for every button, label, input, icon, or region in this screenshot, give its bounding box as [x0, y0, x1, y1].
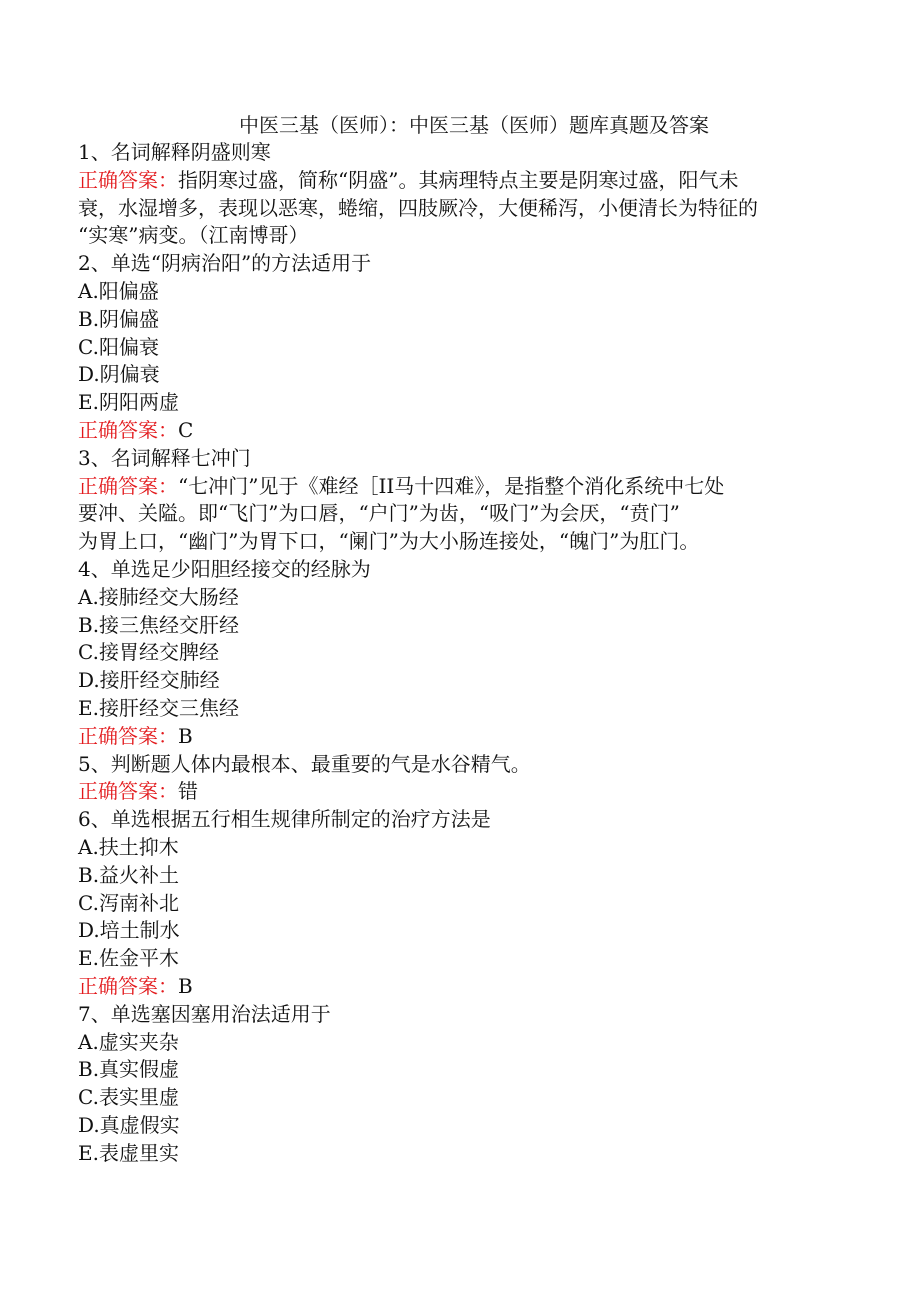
answer-text: 衰，水湿增多，表现以恶寒，蜷缩，四肢厥冷，大便稀泻，小便清长为特征的 [78, 195, 758, 220]
answer-text: “实寒”病变。（江南博哥） [78, 223, 309, 248]
answer-line [78, 973, 838, 1001]
answer-label: 正确答案： [78, 723, 178, 748]
option-e: E.表虚里实 [78, 1140, 179, 1165]
option-c: C.阳偏衰 [78, 334, 159, 359]
answer-line [78, 723, 838, 751]
question-stem: 6、单选根据五行相生规律所制定的治疗方法是 [78, 807, 491, 832]
option-e: E.佐金平木 [78, 946, 179, 971]
answer-text: 为胃上口，“幽门”为胃下口，“阑门”为大小肠连接处，“魄门”为肛门。 [78, 529, 700, 554]
option-b: B.接三焦经交肝经 [78, 612, 240, 637]
option-d: D.接肝经交肺经 [78, 668, 220, 693]
answer-label: 正确答案： [78, 973, 178, 998]
option-c: C.泻南补北 [78, 890, 179, 915]
answer-label: 正确答案： [78, 167, 178, 192]
option-d: D.真虚假实 [78, 1112, 180, 1137]
document-title: 中医三基（医师）：中医三基（医师）题库真题及答案 [239, 113, 709, 137]
option-a: A.扶土抑木 [78, 834, 179, 859]
answer-label: 正确答案： [78, 779, 178, 804]
question-stem: 4、单选足少阳胆经接交的经脉为 [78, 556, 371, 581]
option-e: E.阴阳两虚 [78, 390, 179, 415]
option-d: D.阴偏衰 [78, 362, 160, 387]
answer-text: 要冲、关隘。即“飞门”为口唇，“户门”为齿，“吸门”为会厌，“贲门” [78, 501, 680, 526]
document-page [78, 112, 838, 1167]
option-b: B.益火补土 [78, 862, 180, 887]
answer-line [78, 473, 838, 501]
option-d: D.培土制水 [78, 918, 180, 943]
answer-value: 错 [178, 779, 198, 804]
question-stem: 7、单选塞因塞用治法适用于 [78, 1001, 331, 1026]
answer-value: B [178, 723, 193, 748]
answer-line [78, 167, 838, 195]
answer-label: 正确答案： [78, 473, 178, 498]
option-b: B.真实假虚 [78, 1057, 180, 1082]
answer-value: B [178, 973, 193, 998]
option-a: A.虚实夹杂 [78, 1029, 179, 1054]
question-stem: 5、判断题人体内最根本、最重要的气是水谷精气。 [78, 751, 531, 776]
option-c: C.表实里虚 [78, 1085, 179, 1110]
question-stem: 2、单选“阴病治阳”的方法适用于 [78, 251, 372, 276]
option-a: A.接肺经交大肠经 [78, 584, 239, 609]
answer-text: “七冲门”见于《难经［II马十四难》，是指整个消化系统中七处 [178, 473, 725, 498]
option-c: C.接胃经交脾经 [78, 640, 219, 665]
answer-line [78, 778, 838, 806]
option-a: A.阳偏盛 [78, 278, 159, 303]
answer-text: 指阴寒过盛，简称“阴盛”。其病理特点主要是阴寒过盛，阳气未 [178, 167, 739, 192]
answer-line [78, 417, 838, 445]
answer-value: C [178, 417, 194, 442]
option-e: E.接肝经交三焦经 [78, 695, 239, 720]
question-stem: 3、名词解释七冲门 [78, 445, 251, 470]
option-b: B.阴偏盛 [78, 306, 160, 331]
answer-label: 正确答案： [78, 417, 178, 442]
question-stem: 1、名词解释阴盛则寒 [78, 140, 271, 164]
